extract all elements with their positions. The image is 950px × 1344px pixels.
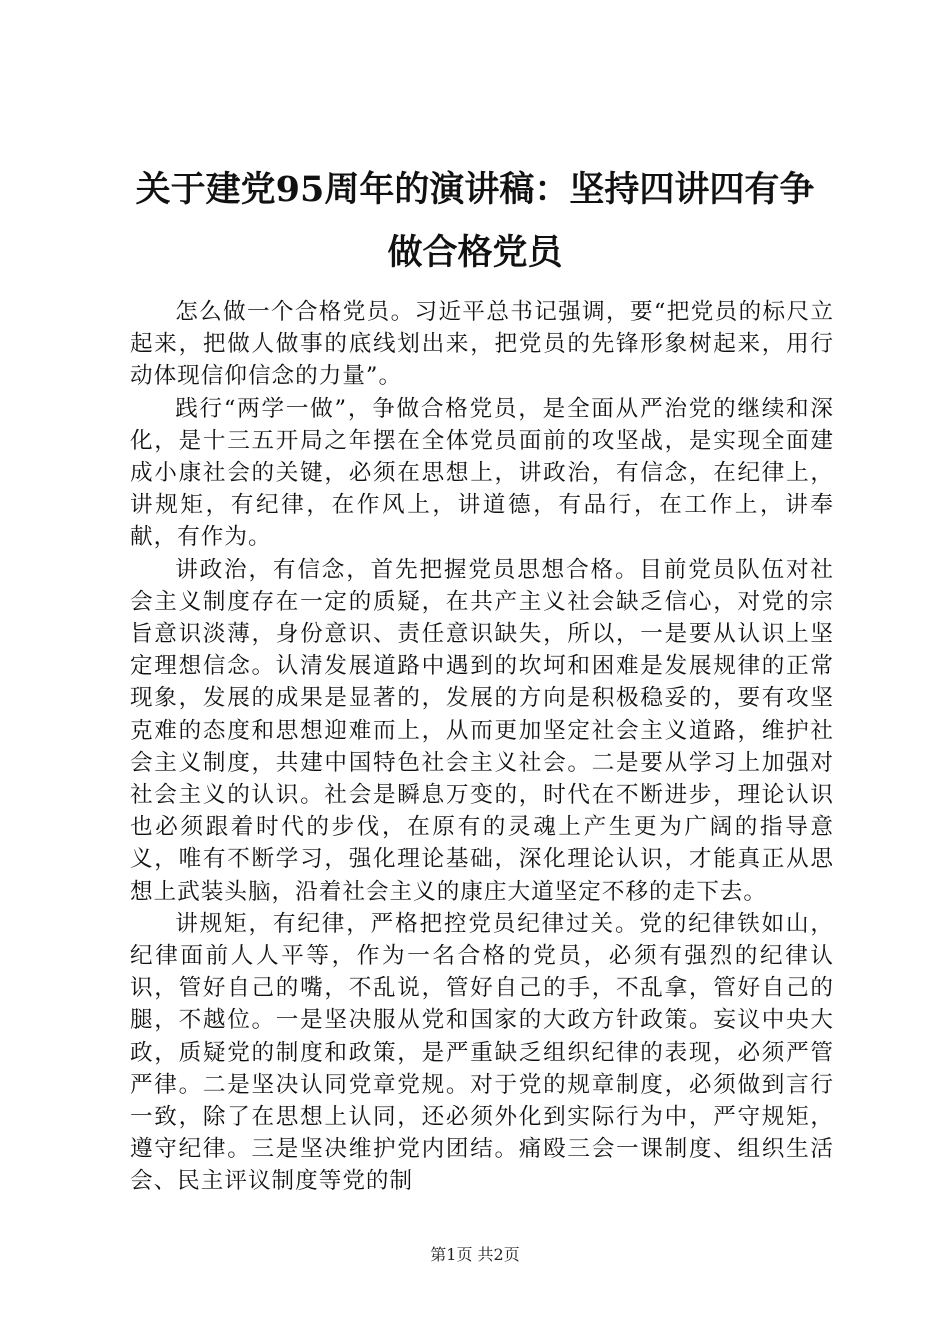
title-line-2: 做合格党员: [387, 232, 563, 273]
paragraph: 怎么做一个合格党员。习近平总书记强调，要“把党员的标尺立起来，把做人做事的底线划出来，把党员的先锋形象树起来，用行动体现信仰信念的力量”。: [130, 299, 834, 390]
document-title: [100, 158, 850, 284]
page-number-footer: 第1页 共2页: [430, 1245, 520, 1264]
paragraph: 讲规矩，有纪律，严格把控党员纪律过关。党的纪律铁如山，纪律面前人人平等，作为一名合格的党员，必须有强烈的纪律认识，管好自己的嘴，不乱说，管好自己的手，不乱拿，管好自己的腿，不越位。一是坚决服从党和国家的大政方针政策。妄议中央大政，质疑党的制度和政策，是严重缺乏组织纪律的表现，必须严管严律。二是坚决认同党章党规。对于党的规章制度，必须做到言行一致，除了在思想上认同，还必须外化到实际行为中，严守规矩，遵守纪律。三是坚决维护党内团结。痛殴三会一课制度、组织生活会、民主评议制度等党的制: [130, 910, 834, 1195]
paragraph: 践行“两学一做”，争做合格党员，是全面从严治党的继续和深化，是十三五开局之年摆在全体党员面前的攻坚战，是实现全面建成小康社会的关键，必须在思想上，讲政治，有信念，在纪律上，讲规矩，有纪律，在作风上，讲道德，有品行，在工作上，讲奉献，有作为。: [130, 395, 834, 551]
paragraph: 讲政治，有信念，首先把握党员思想合格。目前党员队伍对社会主义制度存在一定的质疑，在共产主义社会缺乏信心，对党的宗旨意识淡薄，身份意识、责任意识缺失，所以，一是要从认识上坚定理想信念。认清发展道路中遇到的坎坷和困难是发展规律的正常现象，发展的成果是显著的，发展的方向是积极稳妥的，要有攻坚克难的态度和思想迎难而上，从而更加坚定社会主义道路，维护社会主义制度，共建中国特色社会主义社会。二是要从学习上加强对社会主义的认识。社会是瞬息万变的，时代在不断进步，理论认识也必须跟着时代的步伐，在原有的灵魂上产生更为广阔的指导意义，唯有不断学习，强化理论基础，深化理论认识，才能真正从思想上武装头脑，沿着社会主义的康庄大道坚定不移的走下去。: [130, 556, 834, 905]
title-line-1: 关于建党95周年的演讲稿：坚持四讲四有争: [135, 169, 815, 210]
document-body: [130, 296, 834, 1198]
